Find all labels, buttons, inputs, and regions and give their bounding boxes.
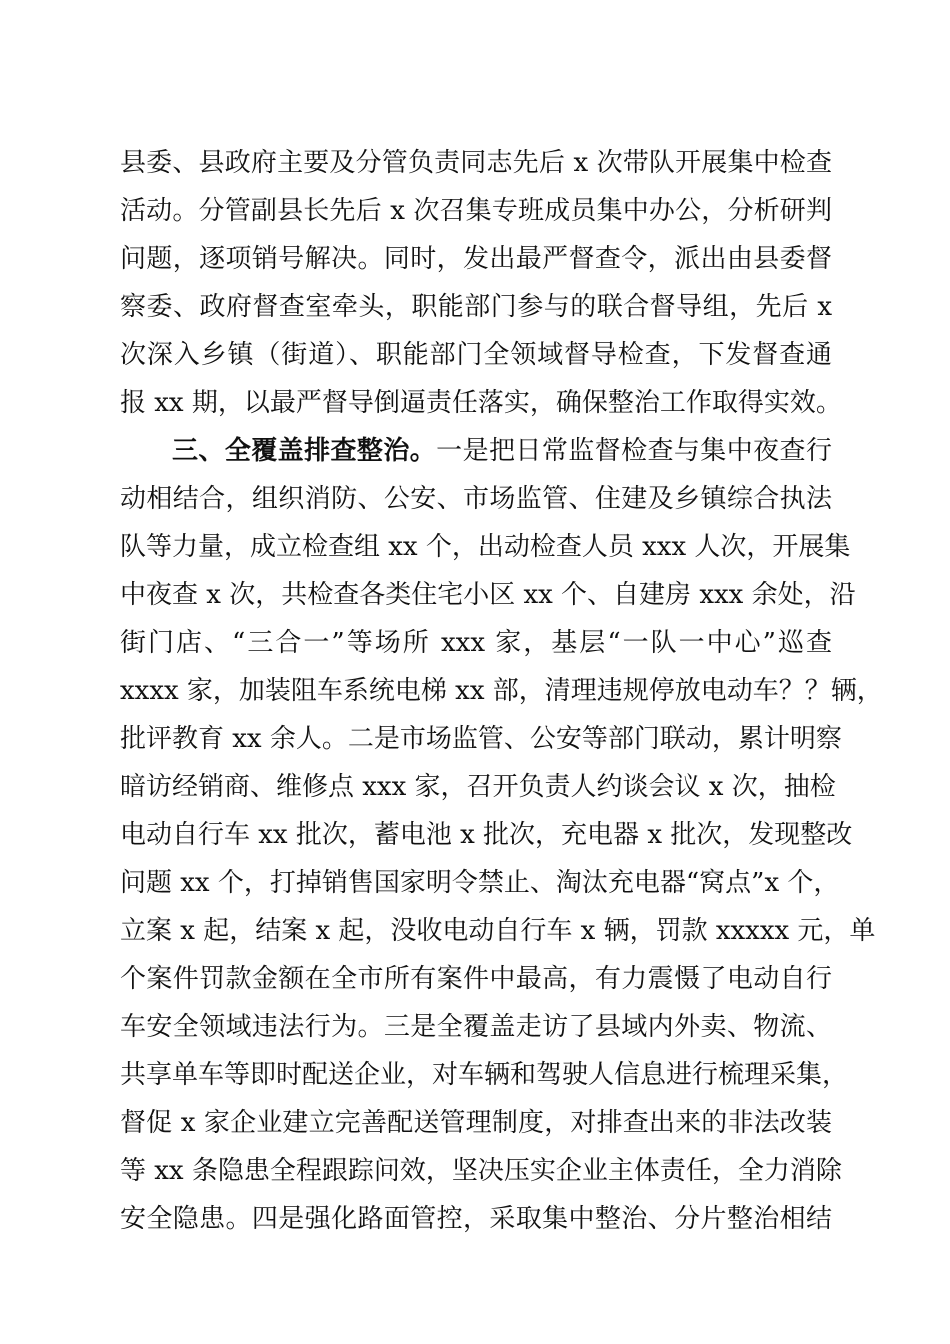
- text-line: 中夜查 x 次，共检查各类住宅小区 xx 个、自建房 xxx 余处，沿: [120, 580, 856, 610]
- text-line: 电动自行车 xx 批次，蓄电池 x 批次，充电器 x 批次，发现整改: [120, 820, 853, 850]
- text-line: 问题，逐项销号解决。同时，发出最严督查令，派出由县委督: [120, 244, 832, 274]
- text-line: 批评教育 xx 余人。二是市场监管、公安等部门联动，累计明察: [120, 724, 842, 754]
- text-line: 活动。分管副县长先后 x 次召集专班成员集中办公，分析研判: [120, 196, 832, 226]
- document-body: [120, 139, 883, 1243]
- text-line: 安全隐患。四是强化路面管控，采取集中整治、分片整治相结: [120, 1204, 832, 1234]
- text-line: 察委、政府督查室牵头，职能部门参与的联合督导组，先后 x: [120, 292, 832, 322]
- paragraph-2: [120, 427, 883, 1243]
- text-line: 等 xx 条隐患全程跟踪问效，坚决压实企业主体责任，全力消除: [120, 1156, 842, 1186]
- text-line: 个案件罚款金额在全市所有案件中最高，有力震慑了电动自行: [120, 964, 832, 994]
- text-line: 问题 xx 个，打掉销售国家明令禁止、淘汰充电器“窝点”x 个，: [120, 868, 840, 898]
- text-line: 共享单车等即时配送企业，对车辆和驾驶人信息进行梳理采集，: [120, 1060, 849, 1090]
- text-line: 队等力量，成立检查组 xx 个，出动检查人员 xxx 人次，开展集: [120, 532, 851, 562]
- text-line: xxxx 家，加装阻车系统电梯 xx 部，清理违规停放电动车？？辆，: [120, 676, 883, 706]
- text-line: 街门店、“三合一”等场所 xxx 家，基层“一队一中心”巡查: [120, 628, 832, 658]
- section-heading: 三、全覆盖排查整治。: [172, 436, 437, 466]
- text-line: 报 xx 期，以最严督导倒逼责任落实，确保整治工作取得实效。: [120, 388, 842, 418]
- text-line: 立案 x 起，结案 x 起，没收电动自行车 x 辆，罚款 xxxxx 元，单: [120, 916, 876, 946]
- text-run: 一是把日常监督检查与集中夜查行: [436, 436, 832, 466]
- text-line: 督促 x 家企业建立完善配送管理制度，对排查出来的非法改装: [120, 1108, 832, 1138]
- text-line: 暗访经销商、维修点 xxx 家，召开负责人约谈会议 x 次，抽检: [120, 772, 836, 802]
- paragraph-1: [120, 139, 842, 427]
- text-line: 县委、县政府主要及分管负责同志先后 x 次带队开展集中检查: [120, 148, 832, 178]
- text-line: 次深入乡镇（街道）、职能部门全领域督导检查，下发督查通: [120, 340, 832, 370]
- text-line: 动相结合，组织消防、公安、市场监管、住建及乡镇综合执法: [120, 484, 832, 514]
- text-line: 车安全领域违法行为。三是全覆盖走访了县域内外卖、物流、: [120, 1012, 832, 1042]
- text-line-first: [120, 427, 832, 475]
